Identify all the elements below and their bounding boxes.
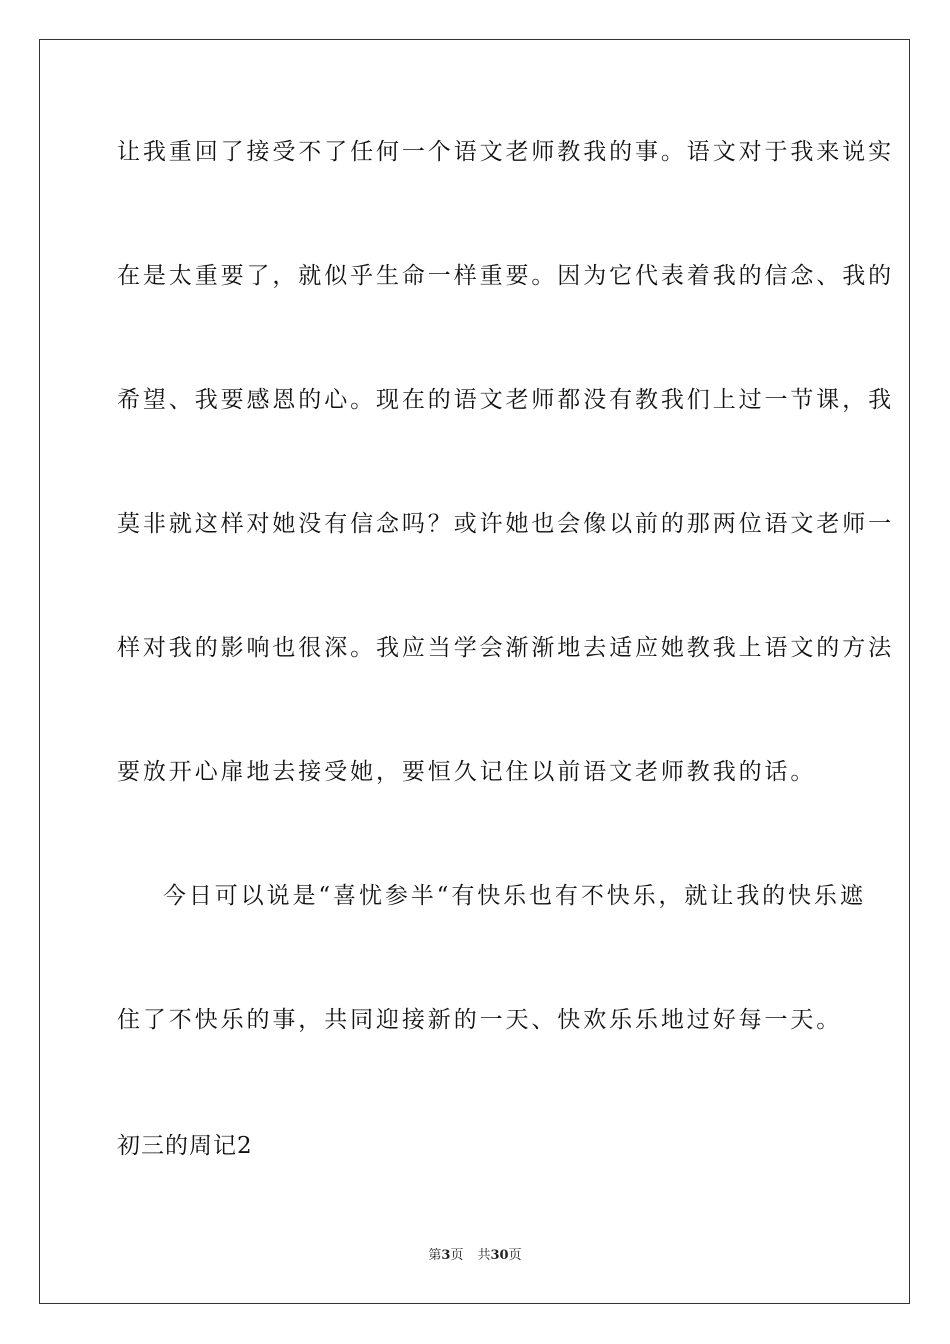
section-heading: 初三的周记2 — [117, 1133, 253, 1159]
paragraph-line: 住了不快乐的事，共同迎接新的一天、快欢乐乐地过好每一天。 — [117, 1007, 843, 1033]
paragraph-line: 在是太重要了，就似乎生命一样重要。因为它代表着我的信念、我的 — [117, 263, 894, 289]
page-label-suffix: 页 — [450, 1248, 464, 1263]
paragraph-line: 要放开心扉地去接受她，要恒久记住以前语文老师教我的话。 — [117, 759, 817, 785]
current-page-number: 3 — [441, 1248, 451, 1263]
page-footer — [0, 1247, 950, 1265]
page-border — [39, 39, 910, 1304]
total-label-prefix: 共 — [477, 1248, 491, 1263]
paragraph-line: 让我重回了接受不了任何一个语文老师教我的事。语文对于我来说实 — [117, 139, 894, 165]
paragraph-line: 莫非就这样对她没有信念吗？或许她也会像以前的那两位语文老师一 — [117, 511, 894, 537]
paragraph-line: 样对我的影响也很深。我应当学会渐渐地去适应她教我上语文的方法 — [117, 635, 894, 661]
paragraph-line: 希望、我要感恩的心。现在的语文老师都没有教我们上过一节课，我 — [117, 387, 894, 413]
paragraph-line: 今日可以说是“喜忧参半“有快乐也有不快乐，就让我的快乐遮 — [163, 883, 866, 909]
total-pages-number: 30 — [490, 1248, 509, 1263]
total-label-suffix: 页 — [508, 1248, 522, 1263]
page-label-prefix: 第 — [428, 1248, 442, 1263]
